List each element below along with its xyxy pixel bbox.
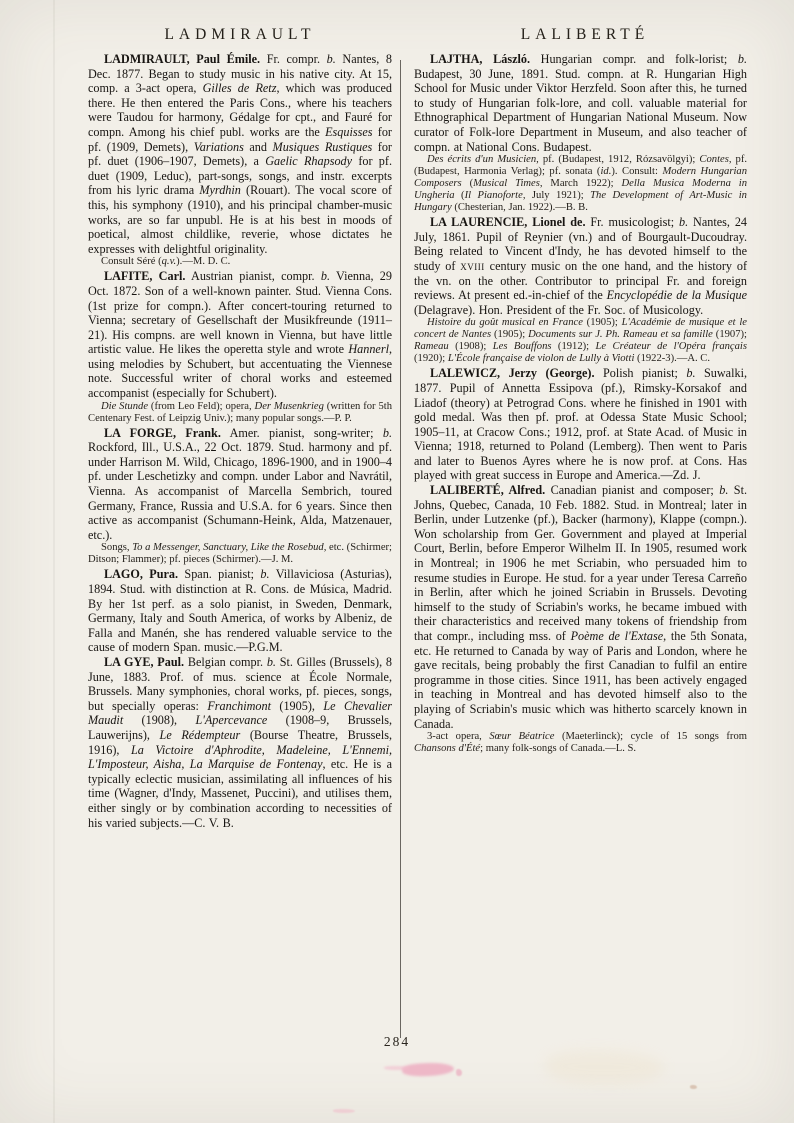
- entry-la-laurencie-note: Histoire du goût musical en France (1905); L'Académie de musique et le concert de Nantes (1905); Documents sur J. Ph. Rameau et sa famille (1907); Rameau (1908); Les Bouffons (1912); Le Créateur de l'Opéra français (1920); L'École française de violon de Lully à Viotti (1922-3).—A. C.: [414, 317, 747, 365]
- entry-lafite-note: Die Stunde (from Leo Feld); opera, Der Musenkrieg (written for 5th Centenary Fest. of Leipzig Univ.); many popular songs.—P. P.: [88, 400, 393, 424]
- entry-laliberte-note: 3-act opera, Sœur Béatrice (Maeterlinck); cycle of 15 songs from Chansons d'Été; many folk-songs of Canada.—L. S.: [414, 731, 747, 755]
- pink-ink-smudge-tail: [384, 1066, 410, 1070]
- entry-laliberte: [414, 483, 747, 755]
- brown-speck: [690, 1085, 697, 1089]
- entry-lalewicz: [414, 366, 747, 483]
- entry-lafite-body: LAFITE, Carl. Austrian pianist, compr. b. Vienna, 29 Oct. 1872. Son of a well-known painter. Stud. Vienna Cons. (1st prize for compn.). After concert-touring returned to Vienna; secretary of Gesellschaft der Musikfreunde (1911–21). His compns. are well known in Vienna, but have little artistic value. He likes the operetta style and wrote Hannerl, using melodies by Schubert, but accentuating the Viennese note. Successful writer of choral works and esteemed accompanist (especially for Schubert).: [88, 269, 392, 401]
- entry-lago-body: LAGO, Pura. Span. pianist; b. Villaviciosa (Asturias), 1894. Stud. with distinction at R. Cons. de Música, Madrid. By her 1st perf. as a solo pianist, in Sweden, Denmark, Germany, Italy and South America, of works by Albeniz, de Falla and Manén, she has rendered valuable service to the cause of modern Span. music.—P.G.M.: [88, 567, 392, 655]
- entry-ladmirault-note: Consult Séré (q.v.).—M. D. C.: [101, 256, 231, 268]
- pink-ink-smudge-small: [333, 1109, 355, 1113]
- entry-la-laurencie-body: LA LAURENCIE, Lionel de. Fr. musicologist; b. Nantes, 24 July, 1861. Pupil of Reynier (vn.) and of Bourgault-Ducoudray. Being related to Vincent d'Indy, he has devoted himself to the study of xviii century music on the one hand, and the history of the vn. on the other. Contributor to principal Fr. and foreign reviews. At present ed.-in-chief of the Encyclopédie de la Musique (Delagrave). Hon. President of the Fr. Soc. of Musicology.: [414, 215, 748, 317]
- running-head-left: LADMIRAULT: [164, 26, 316, 43]
- entry-laliberte-body: LALIBERTÉ, Alfred. Canadian pianist and composer; b. St. Johns, Quebec, Canada, 10 Feb. 1882. Stud. in Montreal; later in Berlin, under Lutzenke (pf.), Backer (harmony), Klappe (compn.). Won scholarship from Ger. Government and played at Imperial Court, Berlin, before Emperor Wilhelm II. In 1905, resumed work in Montreal; in 1906 he met Scriabin, who persuaded him to resume studies in Europe. He stud. for a year under Teresa Carreño in Berlin, after which he joined Scriabin in Brussels. Devoting himself to the study of Scriabin's works, he became imbued with their characteristics and received many tokens of friendship from that compr., including mss. of Poème de l'Extase, the 5th Sonata, etc. He returned to Canada by way of Paris and London, where he gave recitals, being probably the first Canadian to fulfil an entire programme in those cities. Since 1911, has been actively engaged in teaching in Montreal and has devoted himself also to the playing of Scriabin's music which was hitherto scarcely known in Canada.: [414, 483, 748, 731]
- entry-lajtha-note: Des écrits d'un Musicien, pf. (Budapest, 1912, Rózsavölgyi); Contes, pf. (Budapest, Harmonia Verlag); pf. sonata (id.). Consult: Modern Hungarian Composers (Musical Times, March 1922); Della Musica Moderna in Ungheria (Il Pianoforte, July 1921); The Development of Art-Music in Hungary (Chesterian, Jan. 1922).—B. B.: [414, 154, 748, 214]
- entry-la-laurencie: [414, 215, 747, 365]
- running-head-right: LALIBERTÉ: [520, 26, 650, 43]
- entry-ladmirault: [88, 52, 392, 268]
- entry-ladmirault-body: LADMIRAULT, Paul Émile. Fr. compr. b. Nantes, 8 Dec. 1877. Began to study music in his native city. At 15, comp. a 3-act opera, Gilles de Retz, which was produced there. He then entered the Paris Cons., where his teachers were Taudou for harmony, Gédalge for cpt., and Fauré for compn. Among his chief publ. works are the Esquisses for pf. (1909, Demets), Variations and Musiques Rustiques for pf. duet (1906–1907, Demets), a Gaelic Rhapsody for pf. duet (1909, Leduc), part-songs, songs, and instr. excerpts from his lyric drama Myrdhin (Rouart). The vocal score of this, his symphony (1910), and his principal chamber-music works, are so far unpubl. He is at his best in moods of poetical, almost childlike, reverie, whose dictates he expresses with delightful originality.: [88, 52, 392, 256]
- paper-stain: [545, 1050, 665, 1084]
- column-left: [88, 52, 392, 830]
- entry-lago: [88, 567, 392, 655]
- entry-la-forge-note: Songs, To a Messenger, Sanctuary, Like the Rosebud, etc. (Schirmer; Ditson; Flammer); pf. pieces (Schirmer).—J. M.: [88, 542, 392, 566]
- column-right: [414, 52, 747, 756]
- entry-la-forge: [88, 426, 392, 567]
- column-divider-rule: [400, 60, 401, 1038]
- page-edge-crease: [53, 0, 55, 1123]
- entry-lajtha-body: LAJTHA, László. Hungarian compr. and folk-lorist; b. Budapest, 30 June, 1891. Stud. compn. at R. Hungarian High School for Music under Viktor Herzfeld. Soon after this, he turned to study of Hungarian folk-lore, and coll. valuable material for Ethnographical Department of Hungarian National Museum. Now curator of Folk-lore Department in Museum, and also teacher of compn. at National Cons. Budapest.: [414, 52, 747, 154]
- page-number: 284: [383, 1034, 411, 1049]
- entry-lafite: [88, 269, 392, 424]
- pink-ink-smudge-dot: [456, 1069, 462, 1076]
- entry-lajtha: [414, 52, 747, 214]
- entry-lalewicz-body: LALEWICZ, Jerzy (George). Polish pianist; b. Suwalki, 1877. Pupil of Annetta Essipova (pf.), Rimsky-Korsakof and Liadof (theory) at Petrograd Cons. where he finished in 1901 with gold medal. Was then pf. prof. at Odessa State Music School; 1905–11, at Cracow Cons.; 1912, prof. at State Acad. of Music in Vienna; 1918, returned to Poland (Lemberg). Then went to Paris and later to Buenos Ayres where he is now prof. at Cons. Has played with great success in Europe and America.—Zd. J.: [414, 366, 747, 483]
- entry-la-gye: [88, 655, 392, 830]
- entry-la-gye-body: LA GYE, Paul. Belgian compr. b. St. Gilles (Brussels), 8 June, 1883. Prof. of mus. science at École Normale, Brussels. Many symphonies, choral works, pf. pieces, songs, but specially operas: Franchimont (1905), Le Chevalier Maudit (1908), L'Apercevance (1908–9, Brussels, Lauwerijns), Le Rédempteur (Bourse Theatre, Brussels, 1916), La Victoire d'Aphrodite, Madeleine, L'Ennemi, L'Imposteur, Aisha, La Marquise de Fontenay, etc. He is a typically eclectic musician, assimilating all influences of his time (Wagner, d'Indy, Massenet, Puccini), and utilises them, either singly or by combination according to necessities of his varied subjects.—C. V. B.: [88, 654, 393, 830]
- entry-la-forge-body: LA FORGE, Frank. Amer. pianist, song-writer; b. Rockford, Ill., U.S.A., 22 Oct. 1879. Stud. harmony and pf. under Harrison M. Wild, Chicago, 1896-1900, and in 1900–4 pf. under Leschetizky and compn. under Labor and Navrátil, Vienna. As accompanist of Marcella Sembrich, toured Germany, France, Russia and U.S.A. for 6 years. Since then active as accompanist (Schumann-Heink, Alda, Matzenauer, etc.).: [88, 425, 392, 542]
